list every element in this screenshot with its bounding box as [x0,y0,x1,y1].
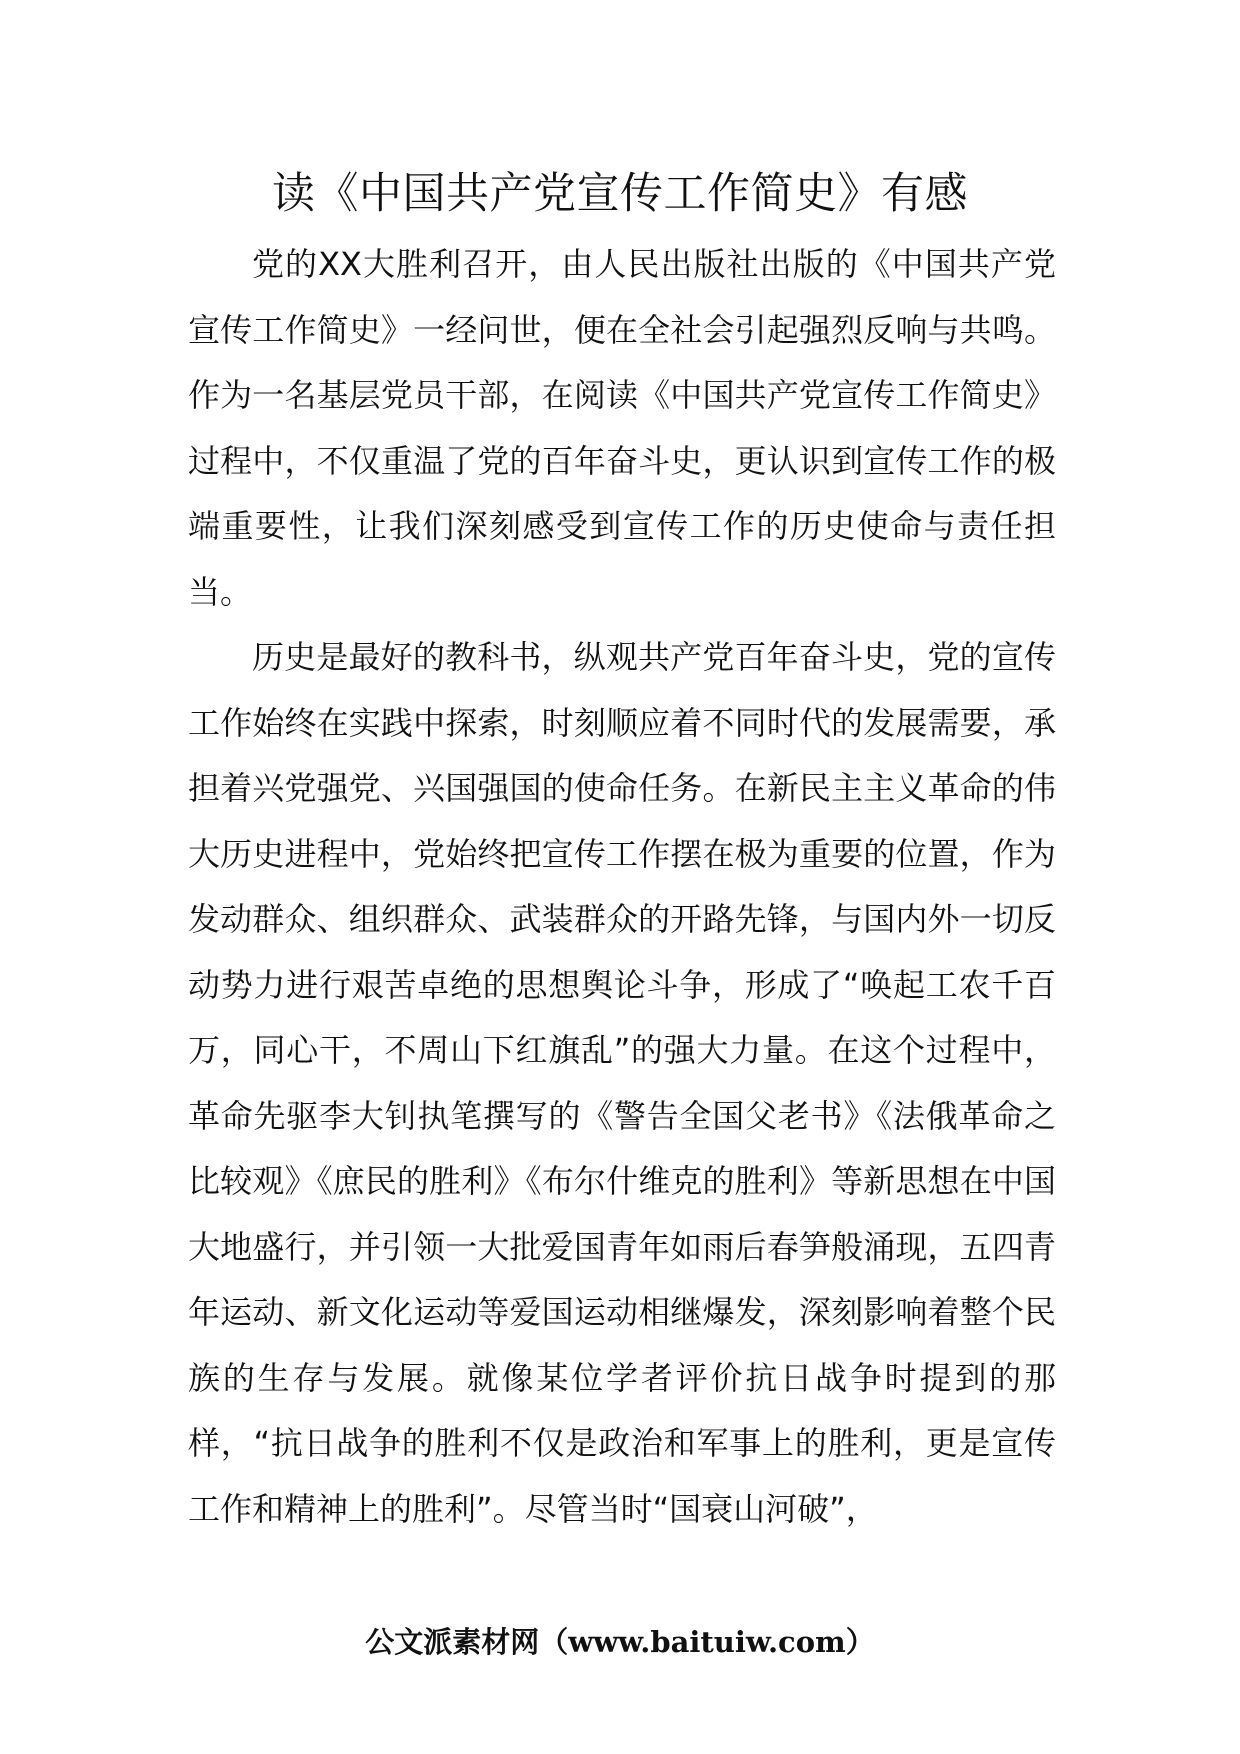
footer-watermark: 公文派素材网（www.baituiw.com） [365,1625,875,1659]
document-title: 读《中国共产党宣传工作简史》有感 [272,169,968,219]
document-body [188,232,1056,1542]
paragraph-2: 历史是最好的教科书，纵观共产党百年奋斗史，党的宣传工作始终在实践中探索，时刻顺应着不同时代的发展需要，承担着兴党强党、兴国强国的使命任务。在新民主主义革命的伟大历史进程中，党始终把宣传工作摆在极为重要的位置，作为发动群众、组织群众、武装群众的开路先锋，与国内外一切反动势力进行艰苦卓绝的思想舆论斗争，形成了“唤起工农千百万，同心干，不周山下红旗乱”的强大力量。在这个过程中，革命先驱李大钊执笔撰写的《警告全国父老书》《法俄革命之比较观》《庶民的胜利》《布尔什维克的胜利》等新思想在中国大地盛行，并引领一大批爱国青年如雨后春笋般涌现，五四青年运动、新文化运动等爱国运动相继爆发，深刻影响着整个民族的生存与发展。就像某位学者评价抗日战争时提到的那样，“抗日战争的胜利不仅是政治和军事上的胜利，更是宣传工作和精神上的胜利”。尽管当时“国衰山河破”， [188,638,1056,1528]
paragraph-1: 党的XX大胜利召开，由人民出版社出版的《中国共产党宣传工作简史》一经问世，便在全社会引起强烈反响与共鸣。作为一名基层党员干部，在阅读《中国共产党宣传工作简史》过程中，不仅重温了党的百年奋斗史，更认识到宣传工作的极端重要性，让我们深刻感受到宣传工作的历史使命与责任担当。 [188,245,1056,611]
